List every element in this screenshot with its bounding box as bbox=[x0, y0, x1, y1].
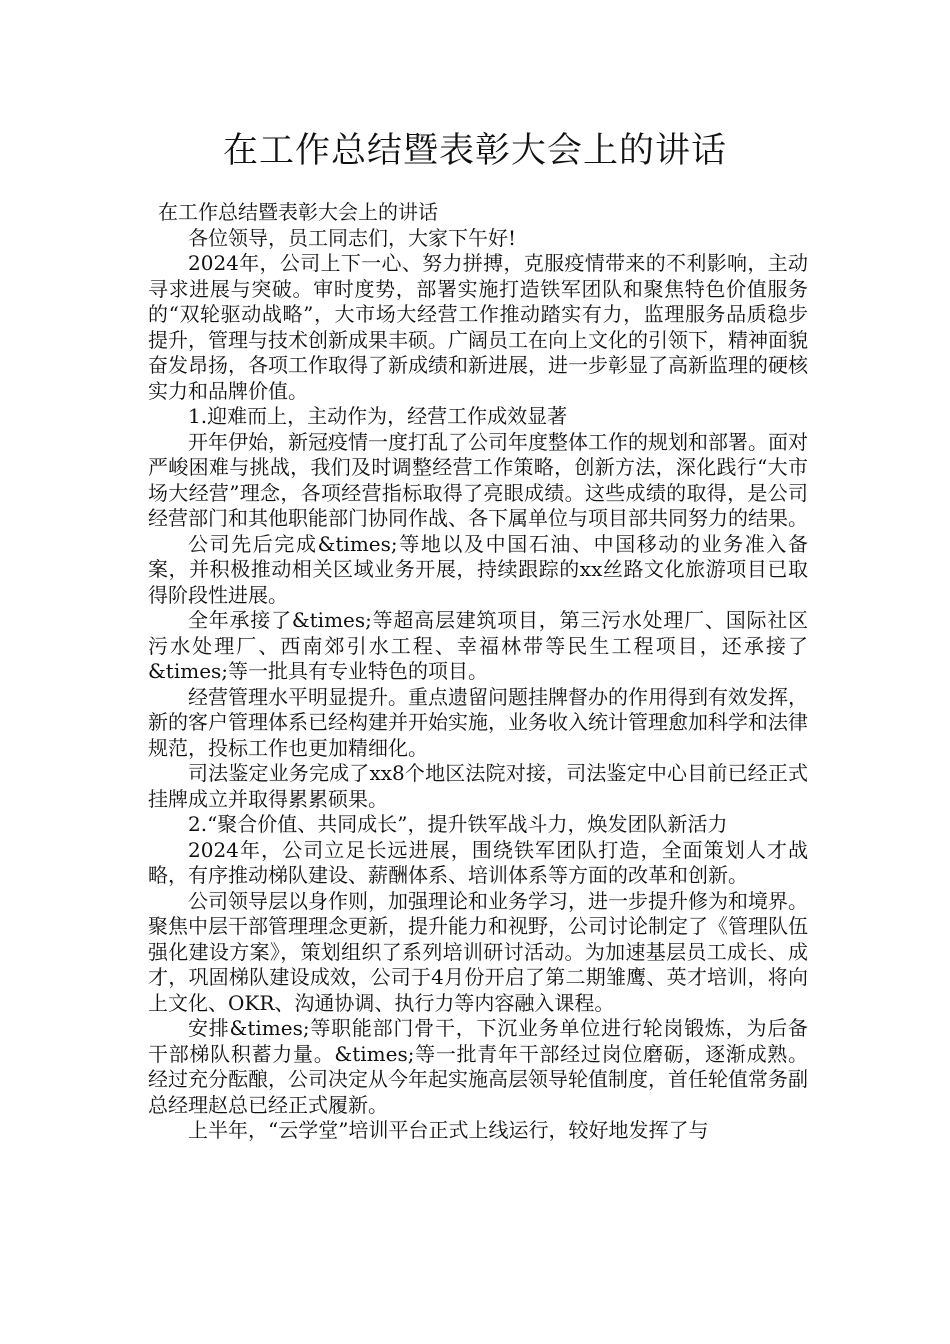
section-heading: 2.“聚合价值、共同成长”，提升铁军战斗力，焕发团队新活力 bbox=[188, 812, 728, 836]
body-paragraph: 全年承接了&times;等超高层建筑项目，第三污水处理厂、国际社区污水处理厂、西南郊引水工程、幸福林带等民生工程项目，还承接了&times;等一批具有专业特色的项目。 bbox=[148, 608, 808, 683]
section-heading: 1.迎难而上，主动作为，经营工作成效显著 bbox=[188, 404, 568, 428]
document-body bbox=[148, 200, 808, 1144]
body-paragraph: 2024年，公司上下一心、努力拼搏，克服疫情带来的不利影响，主动寻求进展与突破。审时度势，部署实施打造铁军团队和聚焦特色价值服务的“双轮驱动战略”，大市场大经营工作推动踏实有力，监理服务品质稳步提升，管理与技术创新成果丰硕。广阔员工在向上文化的引领下，精神面貌奋发昂扬，各项工作取得了新成绩和新进展，进一步彰显了高新监理的硬核实力和品牌价值。 bbox=[148, 251, 808, 403]
body-paragraph: 公司先后完成&times;等地以及中国石油、中国移动的业务准入备案，并积极推动相关区域业务开展，持续跟踪的xx丝路文化旅游项目已取得阶段性进展。 bbox=[148, 531, 808, 607]
body-paragraph: 开年伊始，新冠疫情一度打乱了公司年度整体工作的规划和部署。面对严峻困难与挑战，我们及时调整经营工作策略，创新方法，深化践行“大市场大经营”理念，各项经营指标取得了亮眼成绩。这些成绩的取得，是公司经营部门和其他职能部门协同作战、各下属单位与项目部共同努力的结果。 bbox=[148, 429, 808, 530]
body-paragraph: 公司领导层以身作则，加强理论和业务学习，进一步提升修为和境界。聚焦中层干部管理理念更新，提升能力和视野，公司讨论制定了《管理队伍强化建设方案》，策划组织了系列培训研讨活动。为加速基层员工成长、成才，巩固梯队建设成效，公司于4月份开启了第二期雏鹰、英才培训，将向上文化、OKR、沟通协调、执行力等内容融入课程。 bbox=[148, 888, 808, 1015]
page-title: 在工作总结暨表彰大会上的讲话 bbox=[222, 131, 727, 171]
body-paragraph: 上半年，“云学堂”培训平台正式上线运行，较好地发挥了与 bbox=[188, 1118, 709, 1142]
body-paragraph: 2024年，公司立足长远进展，围绕铁军团队打造，全面策划人才战略，有序推动梯队建设、薪酬体系、培训体系等方面的改革和创新。 bbox=[148, 837, 808, 887]
greeting-paragraph: 各位领导，员工同志们，大家下午好! bbox=[188, 225, 517, 250]
document-subtitle: 在工作总结暨表彰大会上的讲话 bbox=[158, 200, 438, 224]
body-paragraph: 司法鉴定业务完成了xx8个地区法院对接，司法鉴定中心目前已经正式挂牌成立并取得累累硕果。 bbox=[148, 761, 808, 811]
body-paragraph: 安排&times;等职能部门骨干，下沉业务单位进行轮岗锻炼，为后备干部梯队积蓄力量。&times;等一批青年干部经过岗位磨砺，逐渐成熟。经过充分酝酿，公司决定从今年起实施高层领导轮值制度，首任轮值常务副总经理赵总已经正式履新。 bbox=[148, 1016, 808, 1117]
body-paragraph: 经营管理水平明显提升。重点遗留问题挂牌督办的作用得到有效发挥，新的客户管理体系已经构建并开始实施，业务收入统计管理愈加科学和法律规范，投标工作也更加精细化。 bbox=[148, 684, 808, 760]
